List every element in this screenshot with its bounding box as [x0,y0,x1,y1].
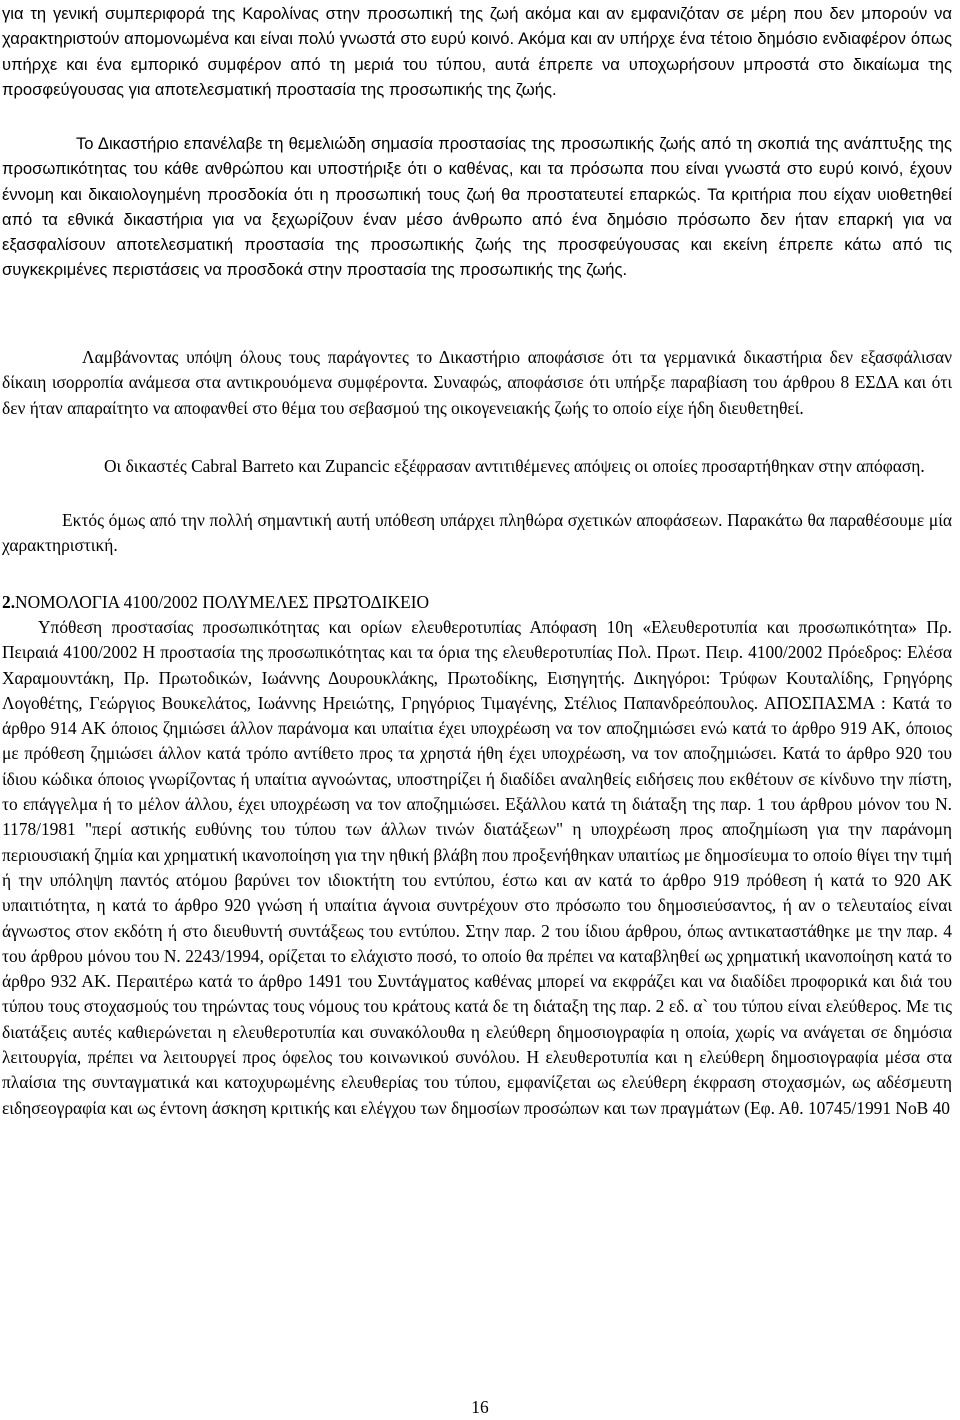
paragraph-text: Το Δικαστήριο επανέλαβε τη θεμελιώδη σημασία προστασίας της προσωπικής ζωής από τη σκοπιά της ανάπτυξης της προσωπικότητας του κάθε ανθρώπου και υποστήριξε ότι ο καθένας, και τα πρόσωπα που είναι γνωστά στο ευρύ κοινό, έχουν έννομη και δικαιολογημένη προσδοκία ότι η προσωπική τους ζωή θα προστατευτεί επαρκώς. Τα κριτήρια που είχαν υιοθετηθεί από τα εθνικά δικαστήρια για να ξεχωρίζουν έναν μέσο άνθρωπο από ένα δημόσιο πρόσωπο δεν ήταν επαρκή για να εξασφαλίσουν αποτελεσματική προστασία της προσωπικής ζωής της προσφεύγουσας και εκείνη έπρεπε κάτω από τις συγκεκριμένες περιστάσεις να προσδοκά στην προστασία της προσωπικής της ζωής. [2,134,952,280]
paragraph-text: Εκτός όμως από την πολλή σημαντική αυτή υπόθεση υπάρχει πληθώρα σχετικών αποφάσεων. Παρακάτω θα παραθέσουμε μία χαρακτηριστική. [2,510,952,556]
page-number: 16 [471,1397,489,1417]
paragraph-intro-case-law [0,508,955,559]
paragraph-text: Λαμβάνοντας υπόψη όλους τους παράγοντες το Δικαστήριο αποφάσισε ότι τα γερμανικά δικαστήρια δεν εξασφάλισαν δίκαιη ισορροπία ανάμεσα στα αντικρουόμενα συμφέροντα. Συναφώς, αποφάσισε ότι υπήρξε παραβίαση του άρθρου 8 ΕΣΔΑ και ότι δεν ήταν απαραίτητο να αποφανθεί στο θέμα του σεβασμού της οικογενειακής ζωής το οποίο είχε ήδη διευθετηθεί. [2,347,952,418]
paragraph-case-excerpt [0,615,955,1121]
paragraph-text: Υπόθεση προστασίας προσωπικότητας και ορίων ελευθεροτυπίας Απόφαση 10η «Ελευθεροτυπία και προσωπικότητα» Πρ. Πειραιά 4100/2002 Η προστασία της προσωπικότητας και τα όρια της ελευθεροτυπίας Πολ. Πρωτ. Πειρ. 4100/2002 Πρόεδρος: Ελέσα Χαραμουντάκη, Πρ. Πρωτοδικών, Ιωάννης Δουρουκλάκης, Πρωτοδίκης, Εισηγητής. Δικηγόροι: Τρύφων Κουταλίδης, Γρηγόρης Λογοθέτης, Γεώργιος Βουκελάτος, Ιωάννης Ηρειώτης, Γρηγόριος Τιμαγένης, Στέλιος Παπανδρεόπουλος. ΑΠΟΣΠΑΣΜΑ : Κατά το άρθρο 914 ΑΚ όποιος ζημιώσει άλλον παράνομα και υπαίτια έχει υποχρέωση να τον αποζημιώσει ενώ κατά το άρθρο 919 ΑΚ, όποιος με πρόθεση ζημιώσει άλλον κατά τρόπο αντίθετο προς τα χρηστά ήθη έχει υποχρέωση, να τον αποζημιώσει. Κατά το άρθρο 920 του ίδιου κώδικα όποιος γνωρίζοντας ή υπαίτια αγνοώντας, υποστηρίζει ή διαδίδει αναληθείς ειδήσεις που εκθέτουν σε κίνδυνο την πίστη, το επάγγελμα ή το μέλον άλλου, έχει υποχρέωση να τον αποζημιώσει. Εξάλλου κατά τη διάταξη της παρ. 1 του άρθρου μόνον του Ν. 1178/1981 "περί αστικής ευθύνης του τύπου των άλλων τινών διατάξεων" η υποχρέωση προς αποζημίωση για την παράνομη περιουσιακή ζημία και χρηματική ικανοποίηση για την ηθική βλάβη που προξενήθηκαν υπαιτίως με δημοσίευμα το οποίο θίγει την τιμή ή την υπόληψη παντός ατόμου βαρύνει τον ιδιοκτήτη του εντύπου, έστω και αν κατά το άρθρο 919 πρόθεση ή κατά το 920 ΑΚ υπαιτιότητα, η κατά το άρθρο 920 γνώση ή υπαίτια άγνοια συντρέχουν στο πρόσωπο του δημοσιεύσαντος, ή αν ο τελευταίος είναι άγνωστος στον εκδότη ή στο διευθυντή συντάξεως του εντύπου. Στην παρ. 2 του ίδιου άρθρου, όπως αντικαταστάθηκε με την παρ. 4 του άρθρου μόνου του Ν. 2243/1994, ορίζεται το ελάχιστο ποσό, το οποίο θα πρέπει να καταβληθεί ως χρηματική ικανοποίηση κατά το άρθρο 932 ΑΚ. Περαιτέρω κατά το άρθρο 1491 του Συντάγματος καθένας μπορεί να εκφράζει και να διαδίδει προφορικά και διά του τύπου τους στοχασμούς του τηρώντας τους νόμους του κράτους κατά δε τη διάταξη της παρ. 2 εδ. α` του τύπου είναι ελεύθερος. Με τις διατάξεις αυτές καθιερώνεται η ελευθεροτυπία και συνακόλουθα η ελεύθερη δημοσιογραφία η οποία, χωρίς να ανάγεται σε δημόσια λειτουργία, πρέπει να λειτουργεί προς όφελος του κοινωνικού συνόλου. Η ελευθεροτυπία και η ελεύθερη δημοσιογραφία μέσα στα πλαίσια της συνταγματικά και κατοχυρωμένης ελευθερίας του τύπου, εμφανίζεται ως ελεύθερη έκφραση στοχασμών, ως αδέσμευτη ειδησεογραφία και ως έντονη άσκηση κριτικής και ελέγχου των δημοσίων προσώπων και των πραγμάτων (Εφ. Αθ. 10745/1991 ΝοΒ 40 [2,617,952,1118]
paragraph-dissenting-judges [0,454,955,479]
paragraph-text: Οι δικαστές Cabral Barreto και Zupancic εξέφρασαν αντιτιθέμενες απόψεις οι οποίες προσαρτήθηκαν στην απόφαση. [104,456,925,476]
paragraph-court-reiteration [0,131,955,283]
section-heading [2,590,957,615]
paragraph-text: για τη γενική συμπεριφορά της Καρολίνας στην προσωπική της ζωή ακόμα και αν εμφανιζόταν σε μέρη που δεν μπορούν να χαρακτηριστούν απομονωμένα και είναι πολύ γνωστά στο ευρύ κοινό. Ακόμα και αν υπήρχε ένα τέτοιο δημόσιο ενδιαφέρον όπως υπήρχε και ένα εμπορικό συμφέρον από τη μεριά του τύπου, αυτά έπρεπε να υποχωρήσουν μπροστά στο δικαίωμα της προσφεύγουσας για αποτελεσματική προστασία της προσωπικής της ζωής. [2,4,952,99]
paragraph-continuation [0,1,955,102]
section-heading-number: 2. [2,592,16,612]
paragraph-court-decision [0,345,955,421]
section-heading-title: ΝΟΜΟΛΟΓΙΑ 4100/2002 ΠΟΛΥΜΕΛΕΣ ΠΡΩΤΟΔΙΚΕΙΟ [15,592,430,612]
